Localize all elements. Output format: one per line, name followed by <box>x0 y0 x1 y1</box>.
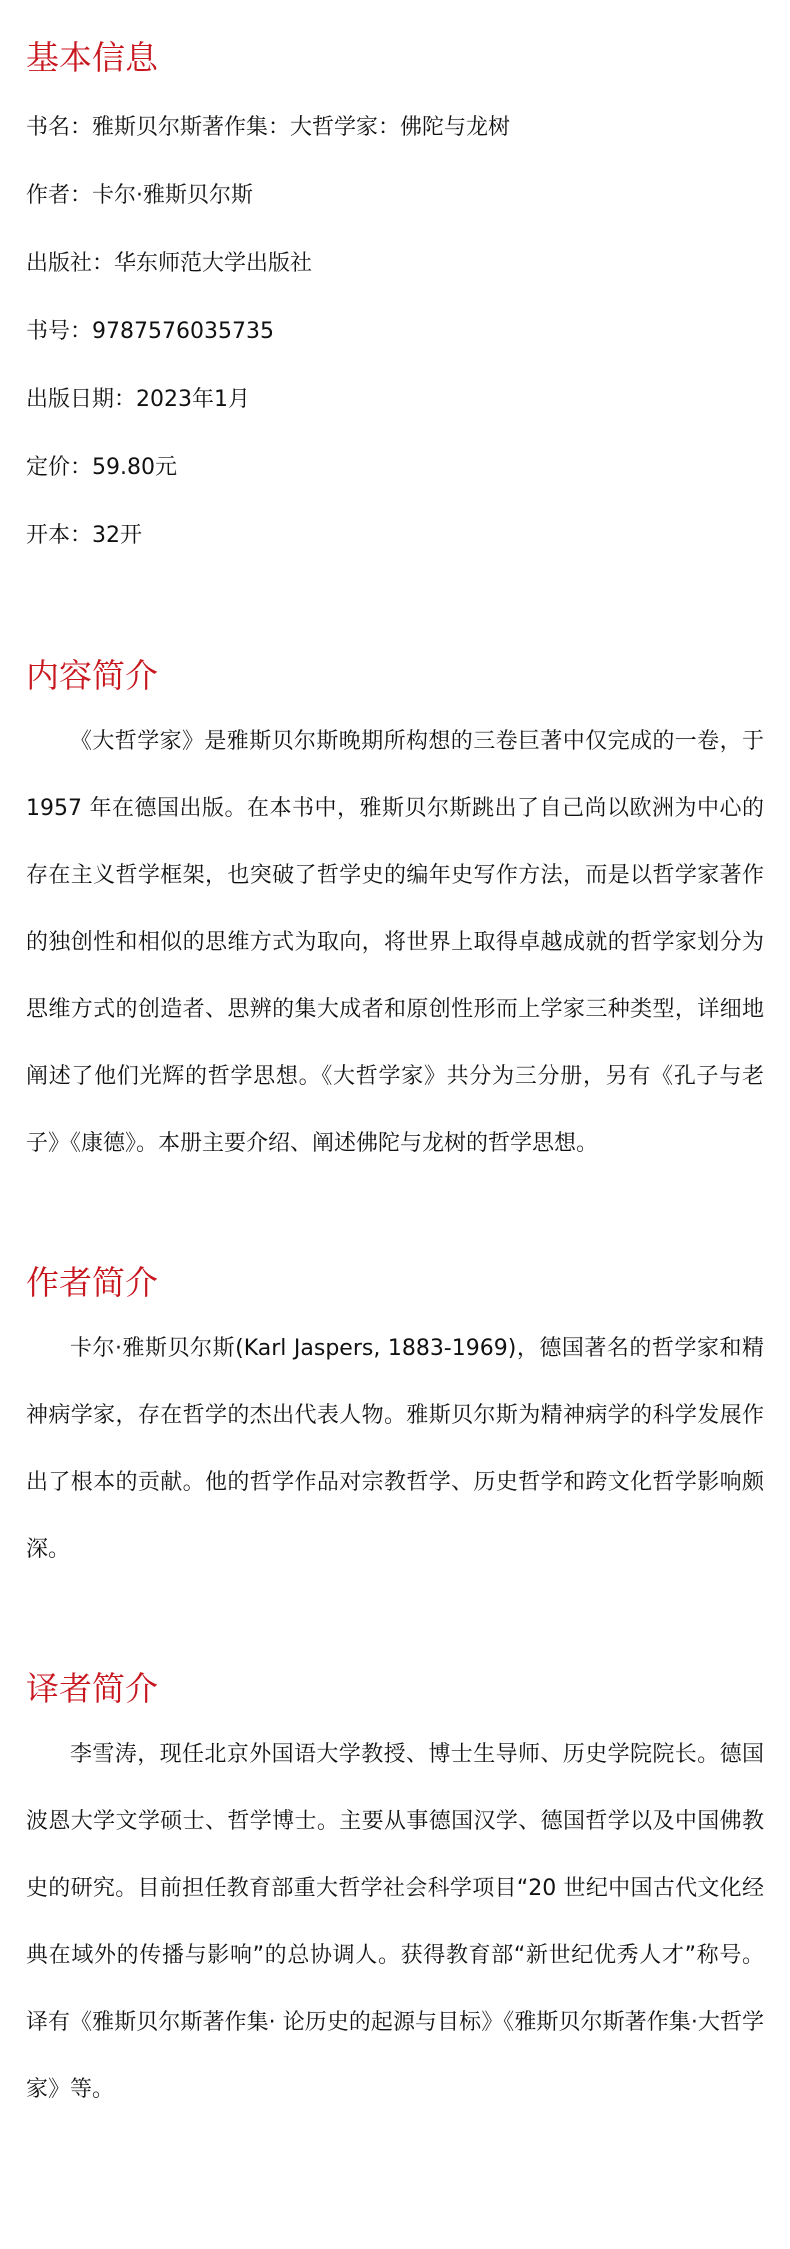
author-row: 作者：卡尔·雅斯贝尔斯 <box>26 183 253 208</box>
isbn-row: 书号：9787576035735 <box>26 319 274 344</box>
translator-intro-text: 李雪涛，现任北京外国语大学教授、博士生导师、历史学院院长。德国波恩大学文学硕士、哲学博士。主要从事德国汉学、德国哲学以及中国佛教史的研究。目前担任教育部重大哲学社会科学项目“20 世纪中国古代文化经典在域外的传播与影响”的总协调人。获得教育部“新世纪优秀人才”称号。译有《雅斯贝尔斯著作集· 论历史的起源与目标》《雅斯贝尔斯著作集·大哲学家》等。 <box>26 1742 764 2102</box>
publish-date-row: 出版日期：2023年1月 <box>26 387 250 412</box>
price-row: 定价：59.80元 <box>26 455 177 480</box>
basic-info-heading: 基本信息 <box>26 38 158 77</box>
content-intro-text: 《大哲学家》是雅斯贝尔斯晚期所构想的三卷巨著中仅完成的一卷，于 1957 年在德国出版。在本书中，雅斯贝尔斯跳出了自己尚以欧洲为中心的存在主义哲学框架，也突破了哲学史的编年史写作方法，而是以哲学家著作的独创性和相似的思维方式为取向，将世界上取得卓越成就的哲学家划分为思维方式的创造者、思辨的集大成者和原创性形而上学家三种类型，详细地阐述了他们光辉的哲学思想。《大哲学家》共分为三分册，另有《孔子与老子》《康德》。本册主要介绍、阐述佛陀与龙树的哲学思想。 <box>26 729 764 1156</box>
author-intro-text: 卡尔·雅斯贝尔斯(Karl Jaspers, 1883-1969)，德国著名的哲学家和精神病学家，存在哲学的杰出代表人物。雅斯贝尔斯为精神病学的科学发展作出了根本的贡献。他的哲学作品对宗教哲学、历史哲学和跨文化哲学影响颇深。 <box>26 1336 764 1562</box>
format-row: 开本：32开 <box>26 523 142 548</box>
publisher-row: 出版社：华东师范大学出版社 <box>26 251 313 276</box>
author-intro-section <box>26 1263 764 1583</box>
translator-intro-section <box>26 1669 764 2123</box>
book-title-row: 书名：雅斯贝尔斯著作集：大哲学家：佛陀与龙树 <box>26 115 511 140</box>
author-intro-heading: 作者简介 <box>26 1263 158 1302</box>
basic-info-section <box>26 0 764 570</box>
content-intro-heading: 内容简介 <box>26 656 158 695</box>
basic-info-list <box>26 94 764 570</box>
content-intro-section <box>26 656 764 1177</box>
translator-intro-heading: 译者简介 <box>26 1669 158 1708</box>
